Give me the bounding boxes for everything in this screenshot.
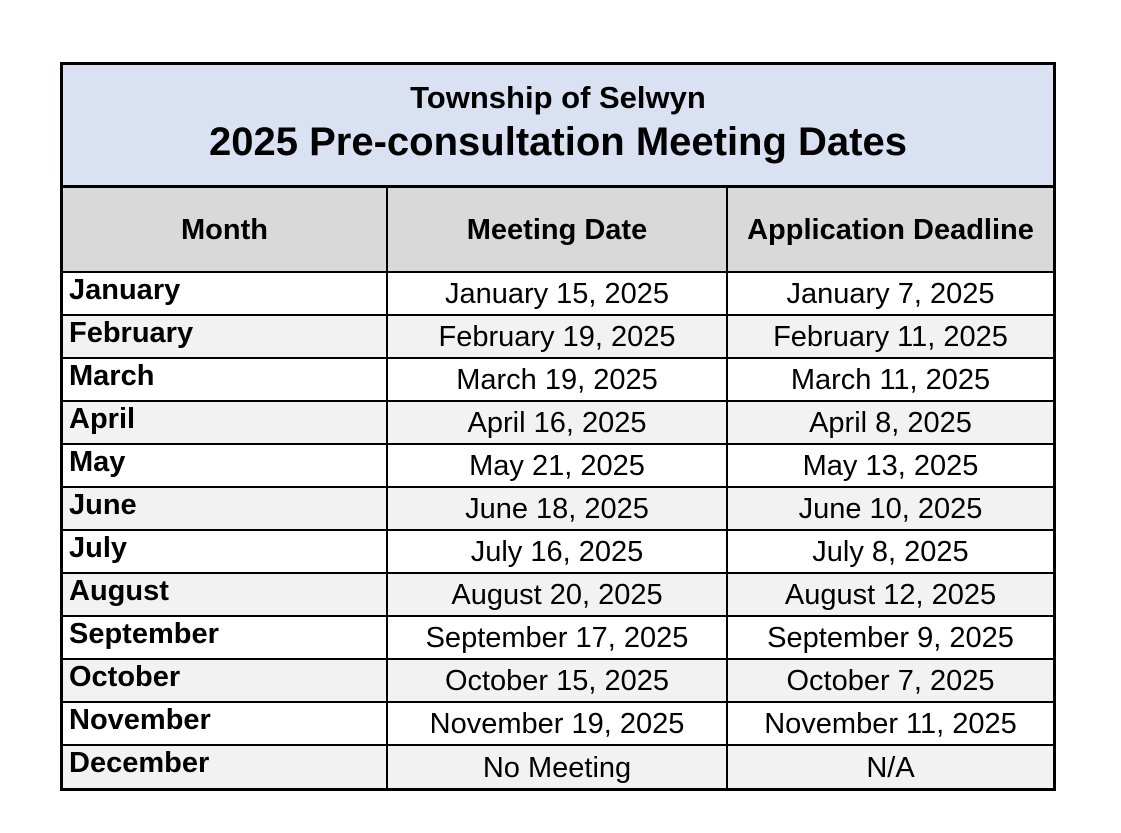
table-row: [63, 702, 1053, 745]
month-cell: June: [63, 487, 387, 530]
month-cell: July: [63, 530, 387, 573]
table-row: [63, 315, 1053, 358]
table-row: [63, 659, 1053, 702]
deadline-cell: February 11, 2025: [727, 315, 1053, 358]
month-cell: March: [63, 358, 387, 401]
deadline-cell: N/A: [727, 745, 1053, 788]
table-row: [63, 616, 1053, 659]
table-row: [63, 401, 1053, 444]
month-cell: December: [63, 745, 387, 788]
meeting-date-cell: November 19, 2025: [387, 702, 727, 745]
column-header-meeting-date: Meeting Date: [387, 188, 727, 272]
month-cell: May: [63, 444, 387, 487]
table-row: [63, 444, 1053, 487]
table-row: [63, 272, 1053, 315]
title-block: [63, 65, 1053, 188]
month-cell: April: [63, 401, 387, 444]
meeting-date-cell: October 15, 2025: [387, 659, 727, 702]
meeting-date-cell: July 16, 2025: [387, 530, 727, 573]
meeting-dates-table: [63, 188, 1053, 788]
deadline-cell: August 12, 2025: [727, 573, 1053, 616]
month-cell: September: [63, 616, 387, 659]
meeting-date-cell: June 18, 2025: [387, 487, 727, 530]
deadline-cell: November 11, 2025: [727, 702, 1053, 745]
table-header-row: [63, 188, 1053, 272]
month-cell: February: [63, 315, 387, 358]
meeting-date-cell: April 16, 2025: [387, 401, 727, 444]
deadline-cell: June 10, 2025: [727, 487, 1053, 530]
deadline-cell: May 13, 2025: [727, 444, 1053, 487]
deadline-cell: October 7, 2025: [727, 659, 1053, 702]
meeting-date-cell: March 19, 2025: [387, 358, 727, 401]
deadline-cell: September 9, 2025: [727, 616, 1053, 659]
meeting-date-cell: No Meeting: [387, 745, 727, 788]
table-row: [63, 358, 1053, 401]
meeting-date-cell: May 21, 2025: [387, 444, 727, 487]
meeting-dates-document: [60, 62, 1056, 791]
table-row: [63, 530, 1053, 573]
meeting-date-cell: February 19, 2025: [387, 315, 727, 358]
month-cell: August: [63, 573, 387, 616]
column-header-application-deadline: Application Deadline: [727, 188, 1053, 272]
table-row: [63, 487, 1053, 530]
meeting-date-cell: August 20, 2025: [387, 573, 727, 616]
month-cell: November: [63, 702, 387, 745]
column-header-month: Month: [63, 188, 387, 272]
deadline-cell: April 8, 2025: [727, 401, 1053, 444]
month-cell: January: [63, 272, 387, 315]
meeting-date-cell: January 15, 2025: [387, 272, 727, 315]
meeting-date-cell: September 17, 2025: [387, 616, 727, 659]
deadline-cell: March 11, 2025: [727, 358, 1053, 401]
table-row: [63, 573, 1053, 616]
document-title: 2025 Pre-consultation Meeting Dates: [209, 120, 907, 164]
deadline-cell: July 8, 2025: [727, 530, 1053, 573]
deadline-cell: January 7, 2025: [727, 272, 1053, 315]
table-row: [63, 745, 1053, 788]
document-subtitle: Township of Selwyn: [410, 80, 706, 115]
month-cell: October: [63, 659, 387, 702]
